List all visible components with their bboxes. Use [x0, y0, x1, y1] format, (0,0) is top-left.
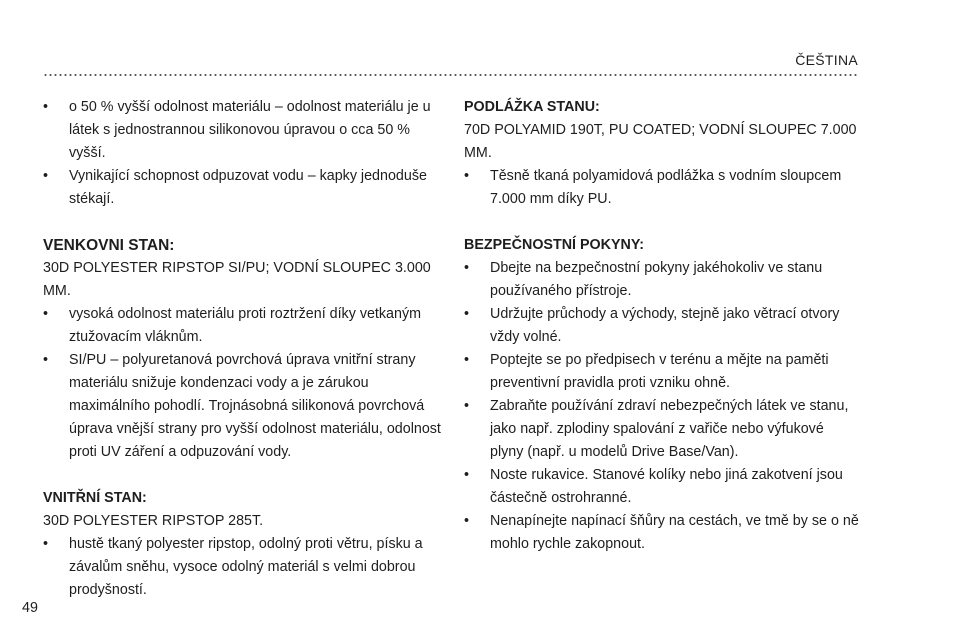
list-item	[464, 464, 859, 510]
language-label: ČEŠTINA	[795, 52, 858, 68]
bullet-icon: •	[464, 467, 470, 483]
outer-tent-section	[43, 234, 443, 464]
bullet-list	[464, 165, 859, 211]
list-item-text: Dbejte na bezpečnostní pokyny jakéhokoliv ve stanu používaného přístroje.	[490, 260, 823, 299]
bullet-icon: •	[464, 513, 470, 529]
list-item	[43, 96, 443, 165]
dotted-divider	[43, 72, 858, 78]
bullet-list	[43, 303, 443, 464]
bullet-icon: •	[464, 168, 470, 184]
bullet-icon: •	[43, 168, 49, 184]
bullet-icon: •	[43, 352, 49, 368]
list-item	[464, 349, 859, 395]
bullet-list	[464, 257, 859, 556]
section-spec: 30D POLYESTER RIPSTOP SI/PU; VODNÍ SLOUPEC 3.000 MM.	[43, 260, 431, 299]
list-item	[464, 303, 859, 349]
left-column	[43, 96, 443, 625]
section-heading: PODLÁŽKA STANU:	[464, 99, 600, 115]
intro-bullet-list	[43, 96, 443, 211]
list-item	[464, 395, 859, 464]
bullet-icon: •	[464, 398, 470, 414]
list-item-text: vysoká odolnost materiálu proti roztržení díky vetkaným ztužovacím vláknům.	[69, 306, 422, 345]
list-item	[464, 257, 859, 303]
section-heading: VNITŘNÍ STAN:	[43, 490, 147, 506]
section-heading: BEZPEČNOSTNÍ POKYNY:	[464, 237, 645, 253]
list-item	[464, 510, 859, 556]
list-item	[43, 165, 443, 211]
bullet-icon: •	[43, 99, 49, 115]
section-spec: 30D POLYESTER RIPSTOP 285T.	[43, 513, 264, 529]
list-item-text: Poptejte se po předpisech v terénu a mějte na paměti preventivní pravidla proti vzniku ohně.	[490, 352, 829, 391]
list-item-text: Nenapínejte napínací šňůry na cestách, ve tmě by se o ně mohlo rychle zakopnout.	[490, 513, 859, 552]
inner-tent-section	[43, 487, 443, 602]
list-item	[464, 165, 859, 211]
list-item-text: Udržujte průchody a východy, stejně jako větrací otvory vždy volné.	[490, 306, 840, 345]
bullet-list	[43, 533, 443, 602]
list-item	[43, 303, 443, 349]
list-item-text: Noste rukavice. Stanové kolíky nebo jiná zakotvení jsou částečně ostrohranné.	[490, 467, 843, 506]
list-item-text: o 50 % vyšší odolnost materiálu – odolnost materiálu je u látek s jednostrannou silikonovou úpravou o cca 50 % vyšší.	[69, 99, 431, 161]
page-number: 49	[22, 600, 38, 616]
bullet-icon: •	[464, 352, 470, 368]
list-item	[43, 533, 443, 602]
list-item-text: Zabraňte používání zdraví nebezpečných látek ve stanu, jako např. zplodiny spalování z vařiče nebo výfukové plyny (např. u modelů Drive Base/Van).	[490, 398, 849, 460]
list-item-text: Těsně tkaná polyamidová podlážka s vodním sloupcem 7.000 mm díky PU.	[490, 168, 842, 207]
right-column	[464, 96, 859, 579]
section-heading: VENKOVNI STAN:	[43, 237, 175, 254]
bullet-icon: •	[464, 306, 470, 322]
bullet-icon: •	[43, 306, 49, 322]
list-item-text: SI/PU – polyuretanová povrchová úprava vnitřní strany materiálu snižuje kondenzaci vody a je zárukou maximálního pohodlí. Trojnásobná silikonová povrchová úprava vnější strany pro vyšší odolnost materiálu, odolnost proti UV záření a odpuzování vody.	[69, 352, 441, 460]
bullet-icon: •	[464, 260, 470, 276]
list-item	[43, 349, 443, 464]
bullet-icon: •	[43, 536, 49, 552]
section-spec: 70D POLYAMID 190T, PU COATED; VODNÍ SLOUPEC 7.000 MM.	[464, 122, 857, 161]
list-item-text: hustě tkaný polyester ripstop, odolný proti větru, písku a závalům sněhu, vysoce odolný materiál s velmi dobrou prodyšností.	[69, 536, 423, 598]
intro-section	[43, 96, 443, 211]
list-item-text: Vynikající schopnost odpuzovat vodu – kapky jednoduše stékají.	[69, 168, 427, 207]
floor-section	[464, 96, 859, 211]
safety-section	[464, 234, 859, 556]
